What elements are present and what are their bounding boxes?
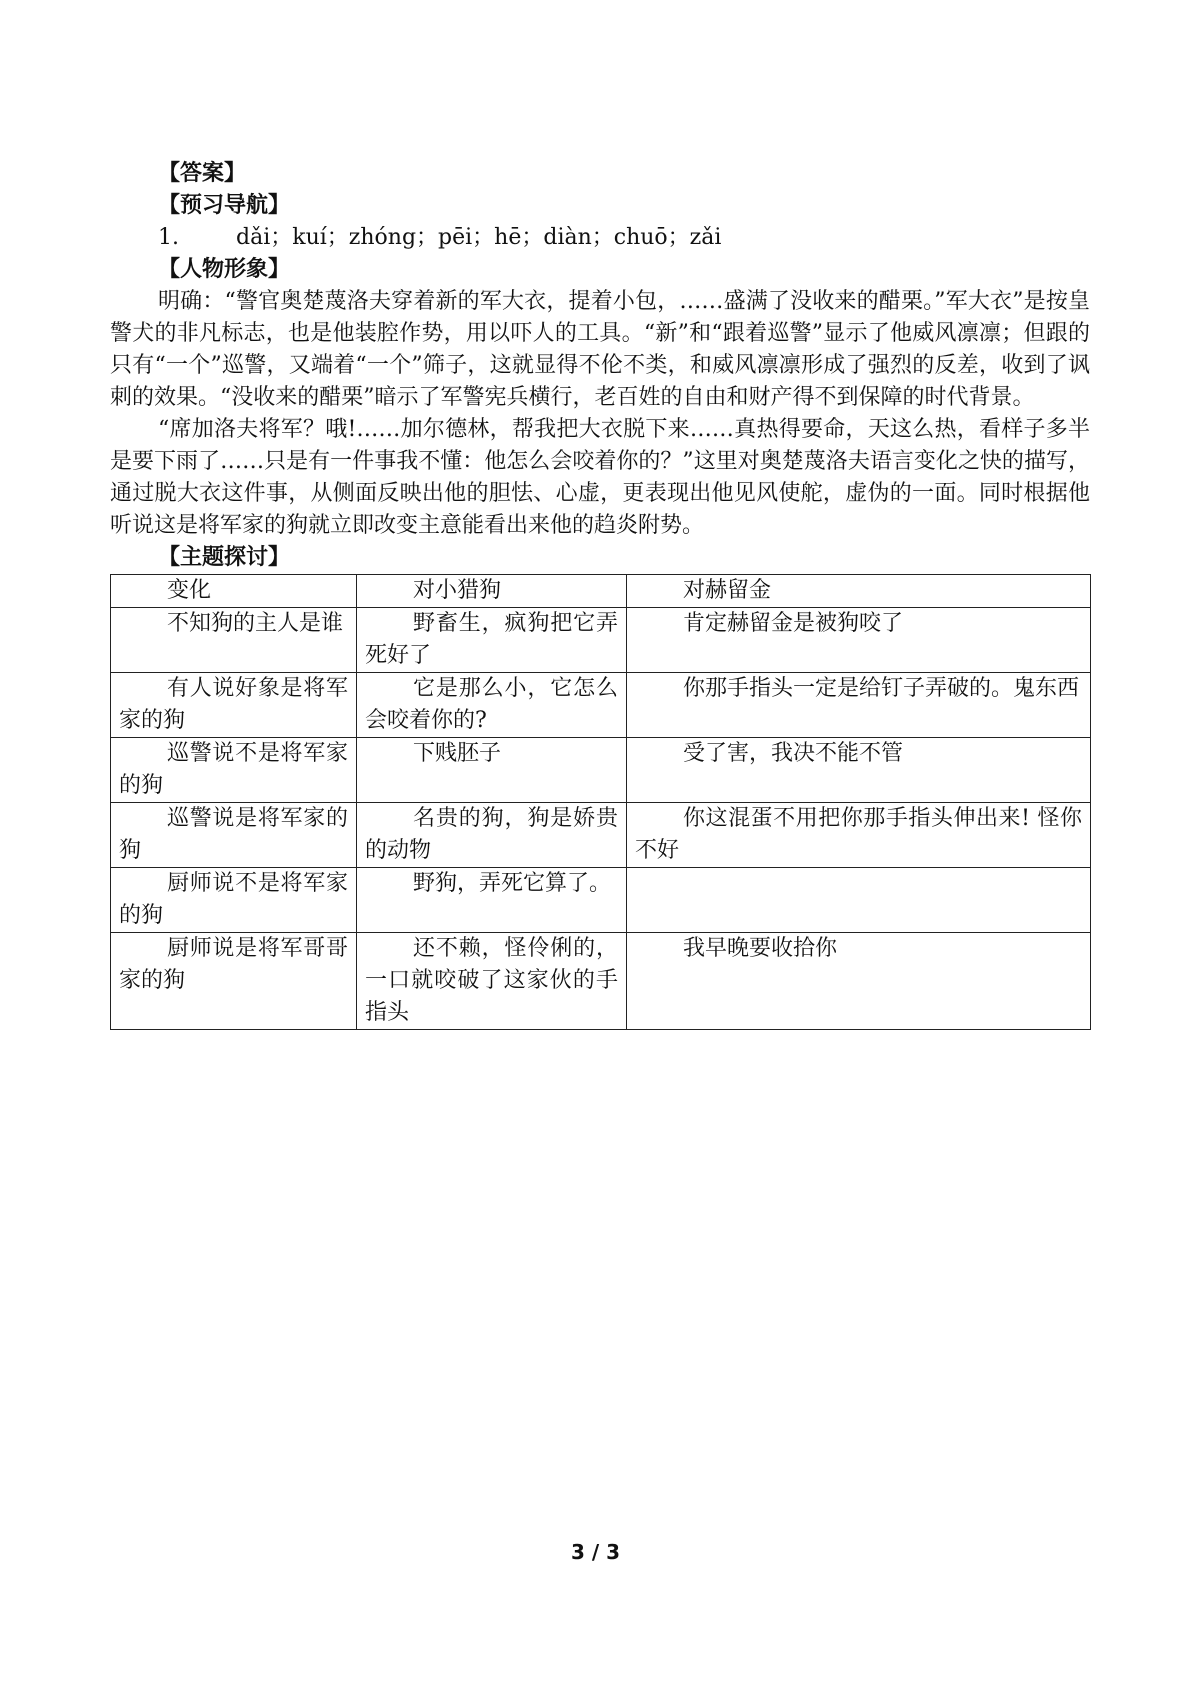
table-row <box>111 608 1091 673</box>
table-row <box>111 738 1091 803</box>
character-paragraph-2: “席加洛夫将军？哦!……加尔德林，帮我把大衣脱下来……真热得要命，天这么热，看样子多半是要下雨了……只是有一件事我不懂：他怎么会咬着你的？”这里对奥楚蔑洛夫语言变化之快的描写，通过脱大衣这件事，从侧面反映出他的胆怯、心虚，更表现出他见风使舵，虚伪的一面。同时根据他听说这是将军家的狗就立即改变主意能看出来他的趋炎附势。 <box>110 417 1090 538</box>
document-content <box>110 158 1090 1030</box>
table-cell: 有人说好象是将军家的狗 <box>111 673 357 738</box>
table-cell: 我早晚要收拾你 <box>627 933 1091 1030</box>
table-cell: 不知狗的主人是谁 <box>111 608 357 673</box>
heading-theme: 【主题探讨】 <box>158 545 291 570</box>
heading-preview: 【预习导航】 <box>158 193 291 218</box>
heading-answer: 【答案】 <box>158 161 247 186</box>
table-cell: 巡警说是将军家的狗 <box>111 803 357 868</box>
table-row <box>111 803 1091 868</box>
table-cell <box>627 868 1091 933</box>
table-cell: 下贱胚子 <box>357 738 627 803</box>
theme-table <box>110 574 1091 1030</box>
table-cell: 厨师说是将军哥哥家的狗 <box>111 933 357 1030</box>
pinyin-answer-line <box>110 222 1090 254</box>
table-header-cell: 对赫留金 <box>627 575 1091 608</box>
table-cell: 野畜生，疯狗把它弄死好了 <box>357 608 627 673</box>
heading-character: 【人物形象】 <box>158 257 291 282</box>
table-row <box>111 933 1091 1030</box>
table-cell: 肯定赫留金是被狗咬了 <box>627 608 1091 673</box>
table-row <box>111 673 1091 738</box>
table-cell: 巡警说不是将军家的狗 <box>111 738 357 803</box>
table-row <box>111 868 1091 933</box>
table-cell: 你那手指头一定是给钉子弄破的。鬼东西 <box>627 673 1091 738</box>
page-number: 3 / 3 <box>570 1540 621 1564</box>
pinyin-item-number: 1. <box>158 225 179 250</box>
table-cell: 受了害，我决不能不管 <box>627 738 1091 803</box>
table-cell: 你这混蛋不用把你那手指头伸出来! 怪你不好 <box>627 803 1091 868</box>
table-cell: 它是那么小，它怎么会咬着你的? <box>357 673 627 738</box>
pinyin-text: dǎi；kuí；zhóng；pēi；hē；diàn；chuō；zǎi <box>236 225 722 250</box>
table-cell: 野狗，弄死它算了。 <box>357 868 627 933</box>
table-cell: 还不赖，怪伶俐的，一口就咬破了这家伙的手指头 <box>357 933 627 1030</box>
table-header-row <box>111 575 1091 608</box>
character-paragraph-1: 明确：“警官奥楚蔑洛夫穿着新的军大衣，提着小包，……盛满了没收来的醋栗。”军大衣”是按皇警犬的非凡标志，也是他装腔作势，用以吓人的工具。“新”和“跟着巡警”显示了他威风凛凛；但跟的只有“一个”巡警，又端着“一个”筛子，这就显得不伦不类，和威风凛凛形成了强烈的反差，收到了讽刺的效果。“没收来的醋栗”暗示了军警宪兵横行，老百姓的自由和财产得不到保障的时代背景。 <box>110 289 1090 410</box>
table-header-cell: 变化 <box>111 575 357 608</box>
table-cell: 厨师说不是将军家的狗 <box>111 868 357 933</box>
table-header-cell: 对小猎狗 <box>357 575 627 608</box>
table-cell: 名贵的狗，狗是娇贵的动物 <box>357 803 627 868</box>
